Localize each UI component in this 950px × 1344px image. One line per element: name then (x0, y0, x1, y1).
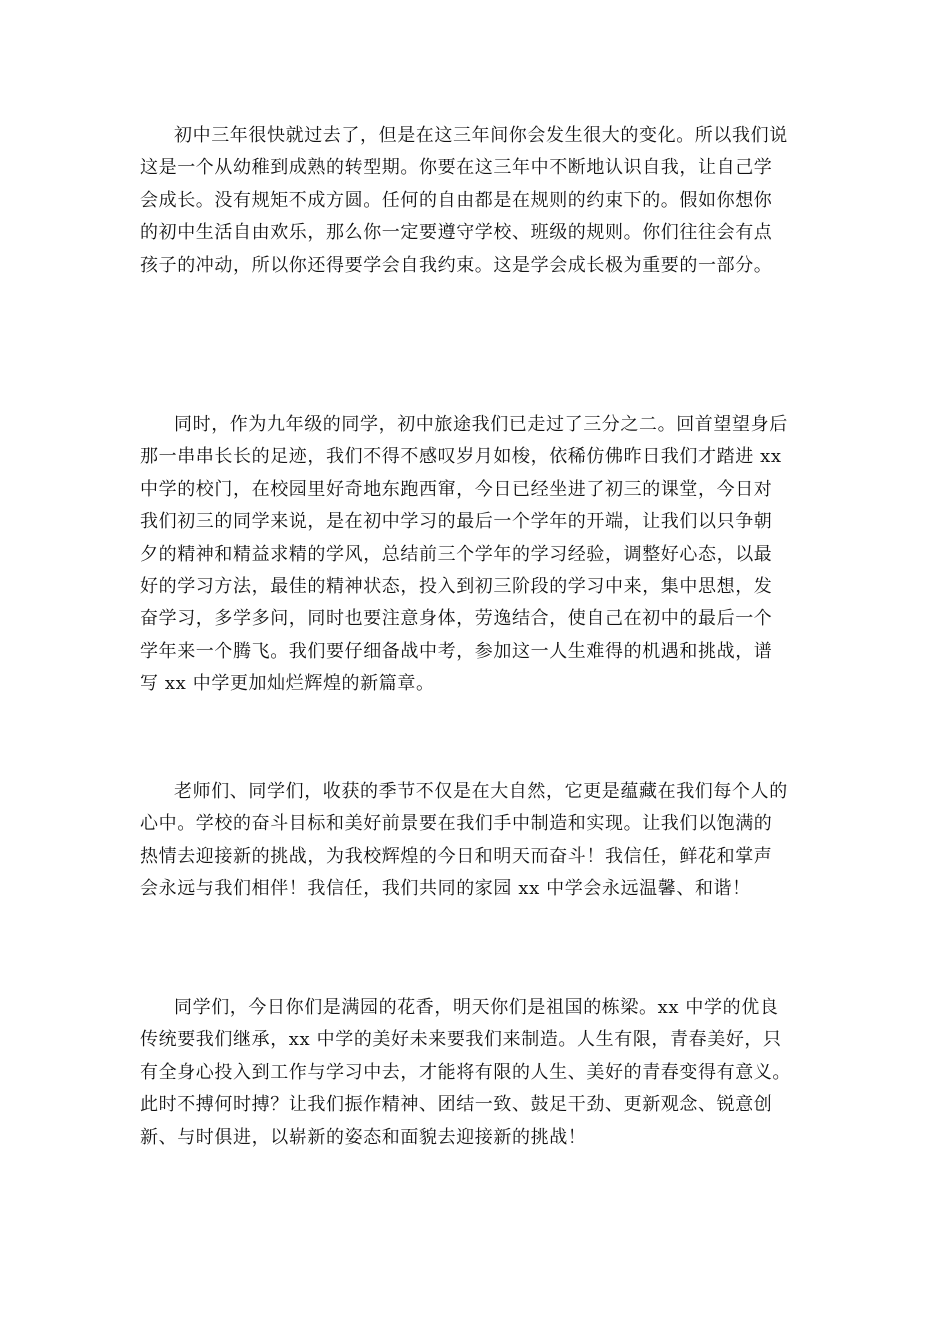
paragraph-line: 同学们，今日你们是满园的花香，明天你们是祖国的栋梁。xx 中学的优良 (174, 997, 779, 1018)
paragraph-line: 我们初三的同学来说，是在初中学习的最后一个学年的开端，让我们以只争朝 (140, 511, 773, 533)
paragraph-line: 会成长。没有规矩不成方圆。任何的自由都是在规则的约束下的。假如你想你 (140, 189, 773, 211)
paragraph-line: 学年来一个腾飞。我们要仔细备战中考，参加这一人生难得的机遇和挑战，谱 (140, 640, 773, 662)
paragraph-line: 这是一个从幼稚到成熟的转型期。你要在这三年中不断地认识自我，让自己学 (140, 157, 773, 179)
paragraph-line: 老师们、同学们，收获的季节不仅是在大自然，它更是蕴藏在我们每个人的 (174, 781, 788, 802)
paragraph-line: 此时不搏何时搏？让我们振作精神、团结一致、鼓足干劲、更新观念、锐意创 (140, 1094, 773, 1116)
paragraph-line: 中学的校门，在校园里好奇地东跑西窜，今日已经坐进了初三的课堂，今日对 (140, 478, 773, 500)
paragraph-line: 奋学习，多学多问，同时也要注意身体，劳逸结合，使自己在初中的最后一个 (140, 608, 773, 630)
paragraph-line: 有全身心投入到工作与学习中去，才能将有限的人生、美好的青春变得有意义。 (140, 1061, 791, 1083)
paragraph-line: 会永远与我们相伴！我信任，我们共同的家园 xx 中学会永远温馨、和谐！ (140, 878, 751, 900)
paragraph-line: 同时，作为九年级的同学，初中旅途我们已走过了三分之二。回首望望身后 (174, 414, 788, 435)
paragraph-line: 传统要我们继承，xx 中学的美好未来要我们来制造。人生有限，青春美好，只 (140, 1029, 782, 1051)
paragraph-line: 那一串串长长的足迹，我们不得不感叹岁月如梭，依稀仿佛昨日我们才踏进 xx (140, 446, 782, 468)
paragraph-line: 孩子的冲动，所以你还得要学会自我约束。这是学会成长极为重要的一部分。 (140, 254, 773, 276)
paragraph-4 (140, 992, 810, 1154)
paragraph-line: 的初中生活自由欢乐，那么你一定要遵守学校、班级的规则。你们往往会有点 (140, 222, 773, 244)
paragraph-1 (140, 120, 810, 282)
paragraph-line: 心中。学校的奋斗目标和美好前景要在我们手中制造和实现。让我们以饱满的 (140, 813, 773, 835)
paragraph-line: 夕的精神和精益求精的学风，总结前三个学年的学习经验，调整好心态，以最 (140, 543, 773, 565)
paragraph-3 (140, 776, 810, 906)
paragraph-line: 新、与时俱进，以崭新的姿态和面貌去迎接新的挑战！ (140, 1126, 587, 1148)
paragraph-line: 写 xx 中学更加灿烂辉煌的新篇章。 (140, 673, 435, 695)
paragraph-line: 初中三年很快就过去了，但是在这三年间你会发生很大的变化。所以我们说 (174, 125, 788, 146)
paragraph-line: 好的学习方法，最佳的精神状态，投入到初三阶段的学习中来，集中思想，发 (140, 576, 773, 598)
paragraph-line: 热情去迎接新的挑战，为我校辉煌的今日和明天而奋斗！我信任，鲜花和掌声 (140, 845, 773, 867)
paragraph-2 (140, 409, 810, 701)
